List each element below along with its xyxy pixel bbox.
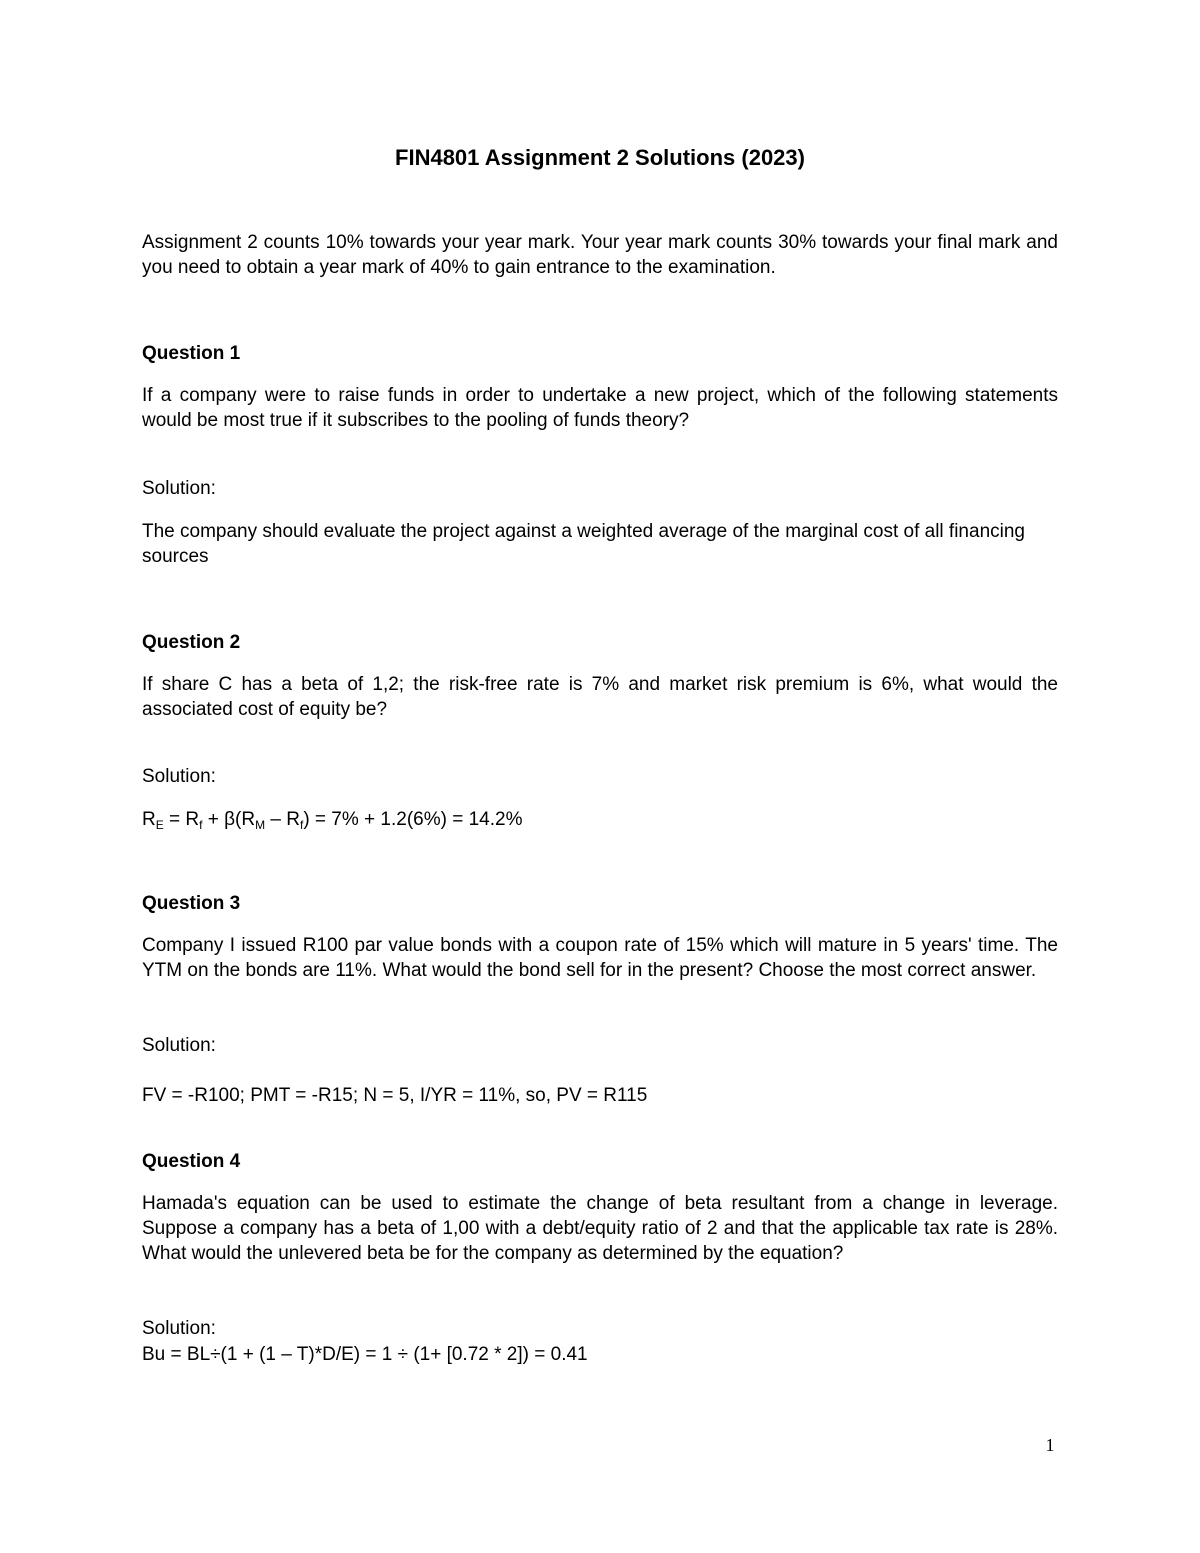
eq-r: R xyxy=(142,809,156,830)
question-2-equation xyxy=(142,807,1058,832)
page-number: 1 xyxy=(1045,1435,1055,1455)
eq-part-minus: – R xyxy=(265,809,300,830)
eq-sub-e: E xyxy=(155,818,164,832)
question-3-solution-label: Solution: xyxy=(142,1035,216,1056)
eq-part-1: = R xyxy=(163,809,200,830)
question-1-heading: Question 1 xyxy=(142,343,241,364)
eq-sub-f2: f xyxy=(299,818,304,832)
intro-paragraph: Assignment 2 counts 10% towards your year mark. Your year mark counts 30% towards your final mark and you need to obtain a year mark of 40% to gain entrance to the examination. xyxy=(142,232,1058,278)
eq-sub-f: f xyxy=(199,818,203,832)
question-1-answer: The company should evaluate the project against a weighted average of the marginal cost of all financing sources xyxy=(142,521,1025,567)
question-4-text: Hamada's equation can be used to estimate the change of beta resultant from a change in leverage. Suppose a company has a beta of 1,00 with a debt/equity ratio of 2 and that the applicable tax rate is 28%. What would the unlevered beta be for the company as determined by the equation? xyxy=(142,1193,1058,1264)
question-2-text: If share C has a beta of 1,2; the risk-free rate is 7% and market risk premium is 6%, what would the associated cost of equity be? xyxy=(142,674,1058,720)
question-4-heading: Question 4 xyxy=(142,1151,241,1172)
question-2-solution-label: Solution: xyxy=(142,766,216,787)
question-3-answer: FV = -R100; PMT = -R15; N = 5, I/YR = 11%, so, PV = R115 xyxy=(142,1085,648,1106)
question-3-heading: Question 3 xyxy=(142,893,241,914)
question-1-text: If a company were to raise funds in order to undertake a new project, which of the following statements would be most true if it subscribes to the pooling of funds theory? xyxy=(142,385,1058,431)
eq-part-beta: + β(R xyxy=(202,809,256,830)
question-2-heading: Question 2 xyxy=(142,632,241,653)
question-3-text: Company I issued R100 par value bonds with a coupon rate of 15% which will mature in 5 years' time. The YTM on the bonds are 11%. What would the bond sell for in the present? Choose the most correct answer. xyxy=(142,935,1058,981)
question-1-solution-label: Solution: xyxy=(142,478,216,499)
document-title: FIN4801 Assignment 2 Solutions (2023) xyxy=(395,145,805,170)
eq-sub-m: M xyxy=(255,818,266,832)
eq-part-result: ) = 7% + 1.2(6%) = 14.2% xyxy=(303,809,523,830)
question-4-solution-label: Solution: xyxy=(142,1318,216,1339)
question-4-answer: Bu = BL÷(1 + (1 – T)*D/E) = 1 ÷ (1+ [0.72 * 2]) = 0.41 xyxy=(142,1344,588,1365)
